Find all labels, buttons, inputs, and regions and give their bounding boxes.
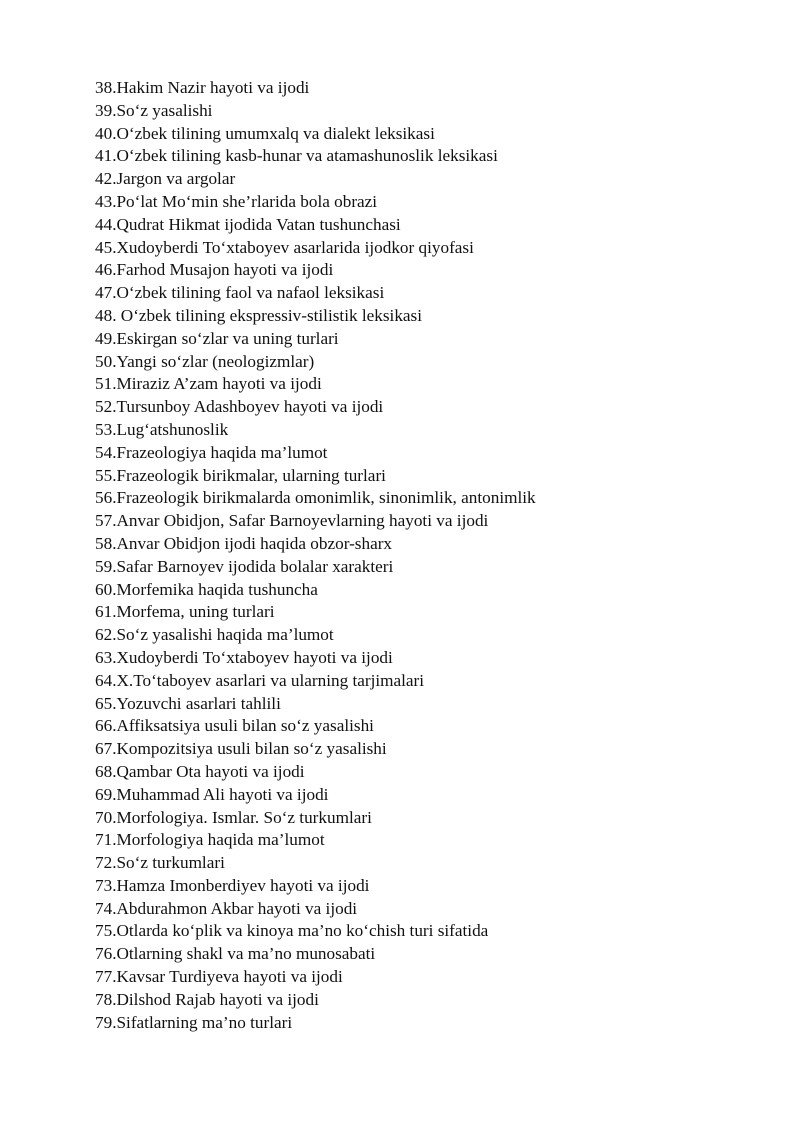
list-item: 50.Yangi so‘zlar (neologizmlar) — [95, 351, 315, 371]
list-item: 63.Xudoyberdi To‘xtaboyev hayoti va ijodi — [95, 647, 393, 667]
list-item: 42.Jargon va argolar — [95, 169, 236, 189]
list-item: 78.Dilshod Rajab hayoti va ijodi — [95, 989, 319, 1009]
list-item: 40.O‘zbek tilining umumxalq va dialekt leksikasi — [95, 123, 435, 143]
list-item: 41.O‘zbek tilining kasb-hunar va atamashunoslik leksikasi — [95, 146, 498, 166]
document-page — [95, 77, 775, 1034]
list-item: 47.O‘zbek tilining faol va nafaol leksikasi — [95, 283, 385, 303]
list-item: 38.Hakim Nazir hayoti va ijodi — [95, 78, 310, 97]
list-item: 71.Morfologiya haqida ma’lumot — [95, 830, 325, 850]
list-item: 56.Frazeologik birikmalarda omonimlik, sinonimlik, antonimlik — [95, 488, 536, 508]
list-item: 70.Morfologiya. Ismlar. So‘z turkumlari — [95, 807, 372, 827]
list-item: 64.X.To‘taboyev asarlari va ularning tarjimalari — [95, 670, 425, 690]
list-item: 54.Frazeologiya haqida ma’lumot — [95, 442, 328, 462]
list-item: 62.So‘z yasalishi haqida ma’lumot — [95, 625, 334, 645]
list-item: 74.Abdurahmon Akbar hayoti va ijodi — [95, 898, 358, 918]
list-item: 73.Hamza Imonberdiyev hayoti va ijodi — [95, 875, 370, 895]
list-item: 44.Qudrat Hikmat ijodida Vatan tushunchasi — [95, 214, 401, 234]
list-item: 39.So‘z yasalishi — [95, 100, 213, 120]
list-item: 43.Po‘lat Mo‘min she’rlarida bola obrazi — [95, 191, 378, 211]
list-item: 66.Affiksatsiya usuli bilan so‘z yasalishi — [95, 716, 374, 736]
list-item: 72.So‘z turkumlari — [95, 853, 225, 873]
list-item: 75.Otlarda ko‘plik va kinoya ma’no ko‘chish turi sifatida — [95, 921, 489, 941]
list-item: 45.Xudoyberdi To‘xtaboyev asarlarida ijodkor qiyofasi — [95, 237, 474, 257]
list-item: 58.Anvar Obidjon ijodi haqida obzor-sharx — [95, 533, 393, 553]
list-item: 76.Otlarning shakl va ma’no munosabati — [95, 944, 376, 964]
list-item: 48. O‘zbek tilining ekspressiv-stilistik leksikasi — [95, 305, 423, 325]
list-item: 52.Tursunboy Adashboyev hayoti va ijodi — [95, 397, 384, 417]
list-item: 53.Lug‘atshunoslik — [95, 419, 229, 439]
list-item: 49.Eskirgan so‘zlar va uning turlari — [95, 328, 339, 348]
list-item: 65.Yozuvchi asarlari tahlili — [95, 693, 281, 713]
list-item: 67.Kompozitsiya usuli bilan so‘z yasalishi — [95, 739, 387, 759]
topic-list — [95, 77, 775, 1034]
list-item: 60.Morfemika haqida tushuncha — [95, 579, 318, 599]
list-item: 69.Muhammad Ali hayoti va ijodi — [95, 784, 329, 804]
list-item: 68.Qambar Ota hayoti va ijodi — [95, 761, 305, 781]
list-item: 77.Kavsar Turdiyeva hayoti va ijodi — [95, 967, 343, 987]
list-item: 57.Anvar Obidjon, Safar Barnoyevlarning hayoti va ijodi — [95, 511, 489, 531]
list-item: 51.Miraziz A’zam hayoti va ijodi — [95, 374, 322, 394]
list-item: 61.Morfema, uning turlari — [95, 602, 275, 622]
list-item: 46.Farhod Musajon hayoti va ijodi — [95, 260, 334, 280]
list-item: 59.Safar Barnoyev ijodida bolalar xarakteri — [95, 556, 394, 576]
list-item: 55.Frazeologik birikmalar, ularning turlari — [95, 465, 386, 485]
list-item: 79.Sifatlarning ma’no turlari — [95, 1012, 293, 1032]
